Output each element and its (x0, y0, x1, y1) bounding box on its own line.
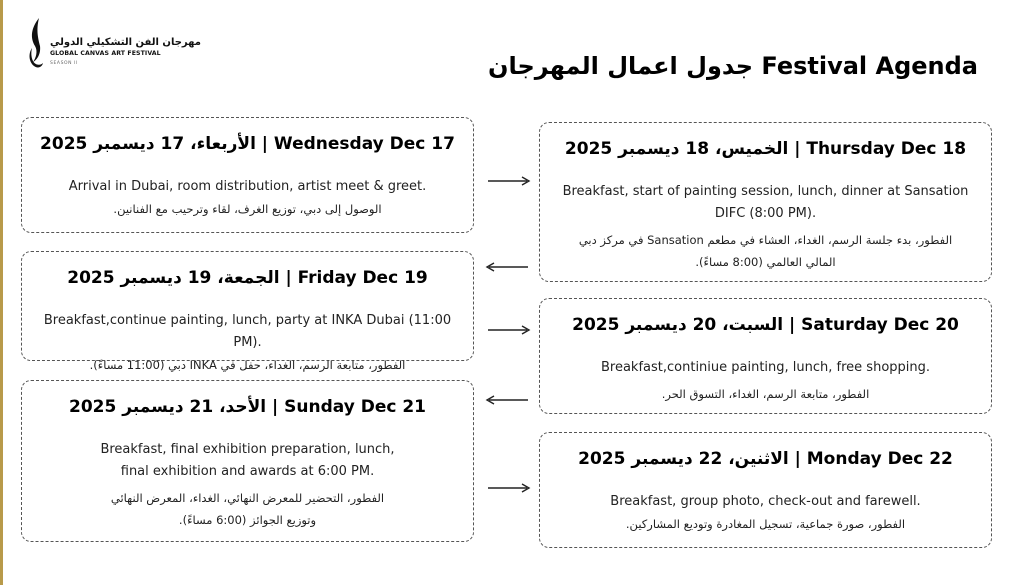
gold-accent-bar (0, 0, 3, 585)
day-card-saturday (539, 298, 992, 414)
day-heading: الخميس، 18 ديسمبر 2025 | Thursday Dec 18 (564, 139, 967, 159)
arrow-right-icon (487, 324, 531, 336)
day-heading: الاثنين، 22 ديسمبر 2025 | Monday Dec 22 (578, 449, 953, 469)
day-text-ar: الفطور، التحضير للمعرض النهائي، الغداء، المعرض النهائي وتوزيع الجوائز (6:00 مساءً). (110, 491, 385, 527)
day-card-sunday (21, 380, 474, 542)
day-heading: السبت، 20 ديسمبر 2025 | Saturday Dec 20 (572, 315, 959, 335)
flame-brush-icon (26, 16, 48, 72)
logo-arabic-name: مهرجان الفن التشكيلي الدولي (50, 37, 201, 48)
arrow-left-icon (485, 394, 529, 406)
day-text-ar: الفطور، متابعة الرسم، الغداء، حفل في INKA دبي (11:00 مساءً). (89, 358, 406, 372)
day-text-ar: الفطور، بدء جلسة الرسم، الغداء، العشاء في مطعم Sansation في مركز دبي المالي العالمي (8:00 مساءً). (578, 233, 953, 269)
day-heading: الأربعاء، 17 ديسمبر 2025 | Wednesday Dec 17 (40, 134, 455, 154)
festival-logo (26, 16, 201, 72)
day-text-ar: الفطور، صورة جماعية، تسجيل المغادرة وتوديع المشاركين. (625, 517, 906, 531)
day-text-ar: الوصول إلى دبي، توزيع الغرف، لقاء وترحيب مع الفنانين. (113, 202, 382, 216)
day-text-en: Breakfast, group photo, check-out and farewell. (610, 494, 921, 509)
page-title: جدول اعمال المهرجان Festival Agenda (487, 52, 978, 80)
day-text-en: Breakfast,continue painting, lunch, party at INKA Dubai (11:00 PM). (43, 313, 452, 350)
day-card-thursday (539, 122, 992, 282)
day-heading: الأحد، 21 ديسمبر 2025 | Sunday Dec 21 (69, 397, 426, 417)
arrow-left-icon (485, 261, 529, 273)
logo-english-name: GLOBAL CANVAS ART FESTIVAL (50, 50, 161, 57)
day-text-en: Breakfast,continiue painting, lunch, free shopping. (600, 360, 931, 375)
arrow-right-icon (487, 482, 531, 494)
day-card-wednesday (21, 117, 474, 233)
day-text-ar: الفطور، متابعة الرسم، الغداء، التسوق الحر. (661, 387, 870, 401)
logo-season: SEASON II (50, 61, 79, 66)
day-text-en: Breakfast, start of painting session, lunch, dinner at Sansation DIFC (8:00 PM). (562, 184, 969, 221)
day-text-en: Breakfast, final exhibition preparation, lunch, final exhibition and awards at 6:00 PM. (100, 442, 395, 479)
day-heading: الجمعة، 19 ديسمبر 2025 | Friday Dec 19 (67, 268, 428, 288)
day-text-en: Arrival in Dubai, room distribution, artist meet & greet. (68, 179, 427, 194)
day-card-friday (21, 251, 474, 372)
day-card-monday (539, 432, 992, 548)
arrow-right-icon (487, 175, 531, 187)
